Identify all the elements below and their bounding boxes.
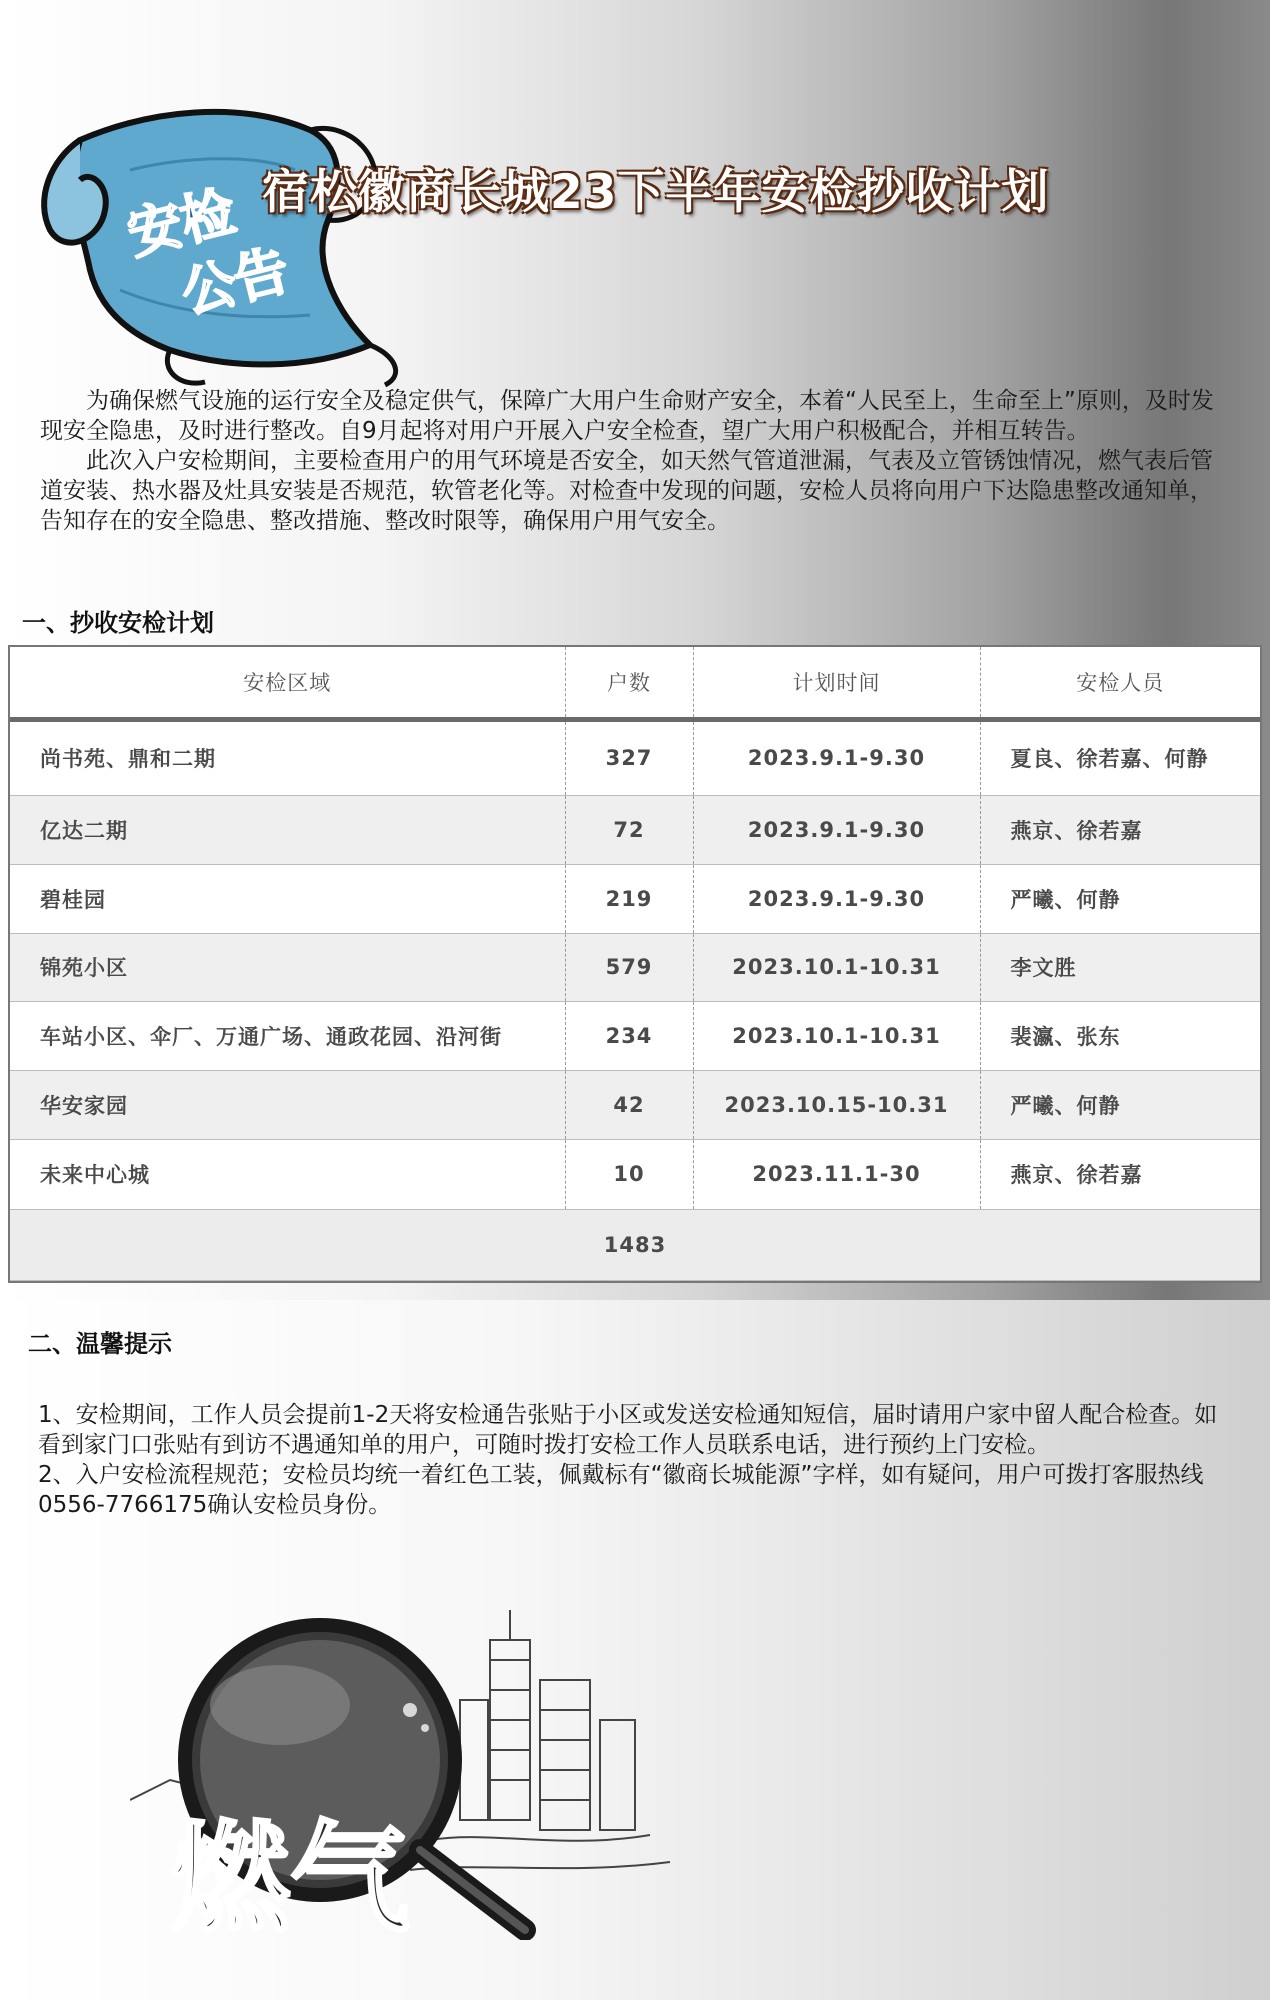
table-row [10,796,1260,865]
cell-schedule: 2023.11.1-30 [693,1139,980,1210]
intro-paragraph-1: 为确保燃气设施的运行安全及稳定供气，保障广大用户生命财产安全，本着“人民至上，生命至上”原则，及时发现安全隐患，及时进行整改。自9月起将对用户开展入户安全检查，望广大用户积极配合，并相互转告。 [40,388,1214,444]
header-schedule: 计划时间 [693,647,980,719]
cell-area: 车站小区、伞厂、万通广场、通政花园、沿河街 [10,1002,565,1071]
cell-total-households: 1483 [10,1210,1260,1281]
header-area: 安检区域 [10,647,565,719]
cell-households: 234 [565,1002,693,1071]
cell-schedule: 2023.10.1-10.31 [693,933,980,1002]
cell-inspectors: 夏良、徐若嘉、何静 [980,719,1260,796]
table-row [10,1002,1260,1071]
inspection-plan-table [8,645,1262,1283]
table-total-row [10,1210,1260,1281]
notice-scroll-icon [10,70,430,390]
cell-households: 42 [565,1070,693,1139]
cell-inspectors: 燕京、徐若嘉 [980,796,1260,865]
cell-area: 未来中心城 [10,1139,565,1210]
cell-area: 碧桂园 [10,864,565,933]
cell-schedule: 2023.10.15-10.31 [693,1070,980,1139]
table-row [10,1070,1260,1139]
page-title: 宿松徽商长城23下半年安检抄收计划 [262,165,1050,220]
cell-schedule: 2023.10.1-10.31 [693,1002,980,1071]
table-row [10,1139,1260,1210]
cell-area: 锦苑小区 [10,933,565,1002]
cell-area: 尚书苑、鼎和二期 [10,719,565,796]
header-inspectors: 安检人员 [980,647,1260,719]
tip-2: 2、入户安检流程规范；安检员均统一着红色工装，佩戴标有“徽商长城能源”字样，如有疑问，用户可拨打客服热线0556-7766175确认安检员身份。 [38,1462,1204,1518]
cell-area: 华安家园 [10,1070,565,1139]
illustration-text: 燃气 [170,1810,410,1940]
table-header-row [10,647,1260,719]
header-households: 户数 [565,647,693,719]
cell-households: 579 [565,933,693,1002]
table-row [10,719,1260,796]
cell-schedule: 2023.9.1-9.30 [693,864,980,933]
tips-text [38,1400,1234,1520]
cell-schedule: 2023.9.1-9.30 [693,796,980,865]
cell-households: 219 [565,864,693,933]
section-2-heading: 二、温馨提示 [28,1330,172,1358]
intro-text [40,386,1230,536]
tip-1: 1、安检期间，工作人员会提前1-2天将安检通告张贴于小区或发送安检通知短信，届时请用户家中留人配合检查。如看到家门口张贴有到访不遇通知单的用户，可随时拨打安检工作人员联系电话，进行预约上门安检。 [38,1402,1218,1458]
table-row [10,933,1260,1002]
cell-households: 72 [565,796,693,865]
cell-inspectors: 燕京、徐若嘉 [980,1139,1260,1210]
table-row [10,864,1260,933]
cell-households: 327 [565,719,693,796]
badge-line2: 公告 [175,238,296,326]
cell-area: 亿达二期 [10,796,565,865]
cell-schedule: 2023.9.1-9.30 [693,719,980,796]
cell-inspectors: 裴瀛、张东 [980,1002,1260,1071]
cell-inspectors: 严曦、何静 [980,1070,1260,1139]
cell-inspectors: 李文胜 [980,933,1260,1002]
intro-paragraph-2: 此次入户安检期间，主要检查用户的用气环境是否安全，如天然气管道泄漏，气表及立管锈蚀情况，燃气表后管道安装、热水器及灶具安装是否规范，软管老化等。对检查中发现的问题，安检人员将向用户下达隐患整改通知单，告知存在的安全隐患、整改措施、整改时限等，确保用户用气安全。 [40,448,1213,534]
badge-line1: 安检 [121,179,242,267]
cell-inspectors: 严曦、何静 [980,864,1260,933]
cell-households: 10 [565,1139,693,1210]
magnifier-gas-illustration [130,1600,690,1940]
section-1-heading: 一、抄收安检计划 [22,609,214,637]
